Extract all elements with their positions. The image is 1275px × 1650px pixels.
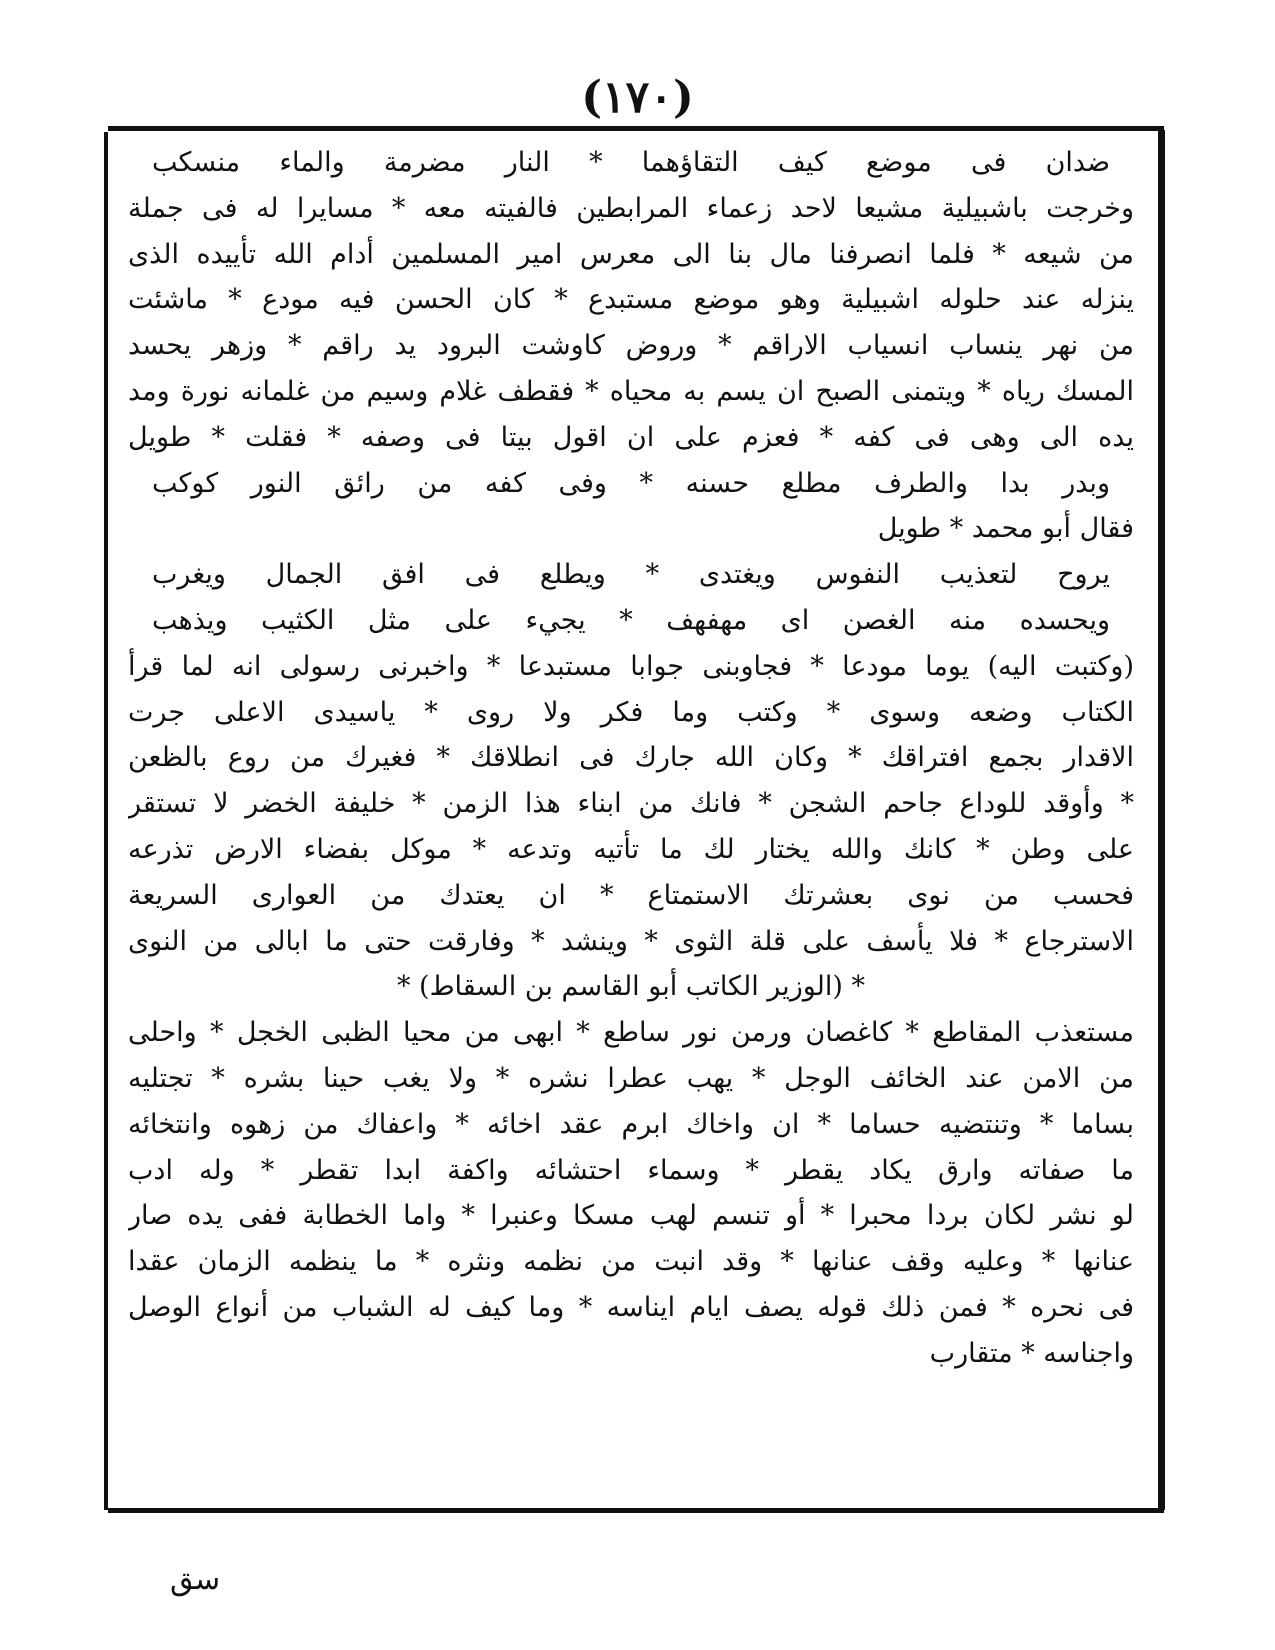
text-line: على وطن * كانك والله يختار لك ما تأتيه وتدعه * موكل بفضاء الارض تذرعه bbox=[128, 833, 1134, 865]
footer-signature: سق bbox=[170, 1562, 221, 1597]
text-line: مستعذب المقاطع * كاغصان ورمن نور ساطع * ابهى من محيا الظبى الخجل * واحلى bbox=[128, 1017, 1134, 1049]
text-line: من شيعه * فلما انصرفنا مال بنا الى معرس امير المسلمين أدام الله تأييده الذى bbox=[128, 238, 1134, 270]
text-line: من نهر ينساب انسياب الاراقم * وروض كاوشت البرود يد راقم * وزهر يحسد bbox=[128, 330, 1134, 362]
text-line: وبدر بدا والطرف مطلع حسنه * وفى كفه من رائق النور كوكب bbox=[152, 467, 1110, 499]
text-line: (وكتبت اليه) يوما مودعا * فجاوبنى جوابا مستبدعا * واخبرنى رسولى انه لما قرأ bbox=[128, 650, 1134, 682]
frame-rule-bottom bbox=[108, 1508, 1164, 1513]
text-line: بساما * وتنتضيه حساما * ان واخاك ابرم عقد اخائه * واعفاك من زهوه وانتخائه bbox=[128, 1108, 1134, 1140]
frame-rule-top bbox=[108, 126, 1164, 131]
text-line: فقال أبو محمد * طويل bbox=[877, 513, 1134, 545]
text-line: ضدان فى موضع كيف التقاؤهما * النار مضرمة والماء منسكب bbox=[152, 147, 1110, 178]
text-line: الاقدار بجمع افتراقك * وكان الله جارك فى انطلاقك * فغيرك من روع بالظعن bbox=[128, 742, 1134, 774]
text-line: واجناسه * متقارب bbox=[929, 1337, 1134, 1369]
text-line: فى نحره * فمن ذلك قوله يصف ايام ايناسه * وما كيف له الشباب من أنواع الوصل bbox=[128, 1291, 1134, 1323]
text-line: ويحسده منه الغصن اى مهفهف * يجيء على مثل الكثيب ويذهب bbox=[152, 604, 1110, 636]
page-number: (١٧٠) bbox=[581, 72, 694, 123]
frame-rule-left bbox=[104, 132, 108, 1510]
text-line: * وأوقد للوداع جاحم الشجن * فانك من ابناء هذا الزمن * خليفة الخضر لا تستقر bbox=[128, 788, 1134, 820]
text-line: من الامن عند الخائف الوجل * يهب عطرا نشره * ولا يغب حينا بشره * تجتليه bbox=[128, 1062, 1134, 1094]
text-line: يده الى وهى فى كفه * فعزم على ان اقول بيتا فى وصفه * فقلت * طويل bbox=[128, 421, 1134, 453]
text-line: المسك رياه * ويتمنى الصبح ان يسم به محياه * فقطف غلام وسيم من غلمانه نورة ومد bbox=[128, 375, 1134, 407]
frame-rule-right bbox=[1158, 130, 1165, 1510]
text-line: لو نشر لكان بردا محبرا * أو تنسم لهب مسكا وعنبرا * واما الخطابة ففى يده صار bbox=[128, 1200, 1134, 1232]
text-line: يروح لتعذيب النفوس ويغتدى * ويطلع فى افق الجمال ويغرب bbox=[152, 559, 1110, 591]
text-line: الكتاب وضعه وسوى * وكتب وما فكر ولا روى * ياسيدى الاعلى جرت bbox=[128, 696, 1134, 728]
text-line: ما صفاته وارق يكاد يقطر * وسماء احتشائه واكفة ابدا تقطر * وله ادب bbox=[128, 1154, 1134, 1186]
text-line: وخرجت باشبيلية مشيعا لاحد زعماء المرابطين فالفيته معه * مسايرا له فى جملة bbox=[128, 192, 1134, 224]
text-line: فحسب من نوى بعشرتك الاستمتاع * ان يعتدك من العوارى السريعة bbox=[128, 879, 1134, 911]
section-heading: * (الوزير الكاتب أبو القاسم بن السقاط) * bbox=[396, 971, 866, 1003]
text-line: عنانها * وعليه وقف عنانها * وقد انبت من نظمه ونثره * ما ينظمه الزمان عقدا bbox=[128, 1246, 1134, 1278]
text-block bbox=[128, 140, 1134, 1377]
text-line: الاسترجاع * فلا يأسف على قلة الثوى * وينشد * وفارقت حتى ما ابالى من النوى bbox=[128, 925, 1134, 957]
text-line: ينزله عند حلوله اشبيلية وهو موضع مستبدع * كان الحسن فيه مودع * ماشئت bbox=[128, 284, 1134, 316]
